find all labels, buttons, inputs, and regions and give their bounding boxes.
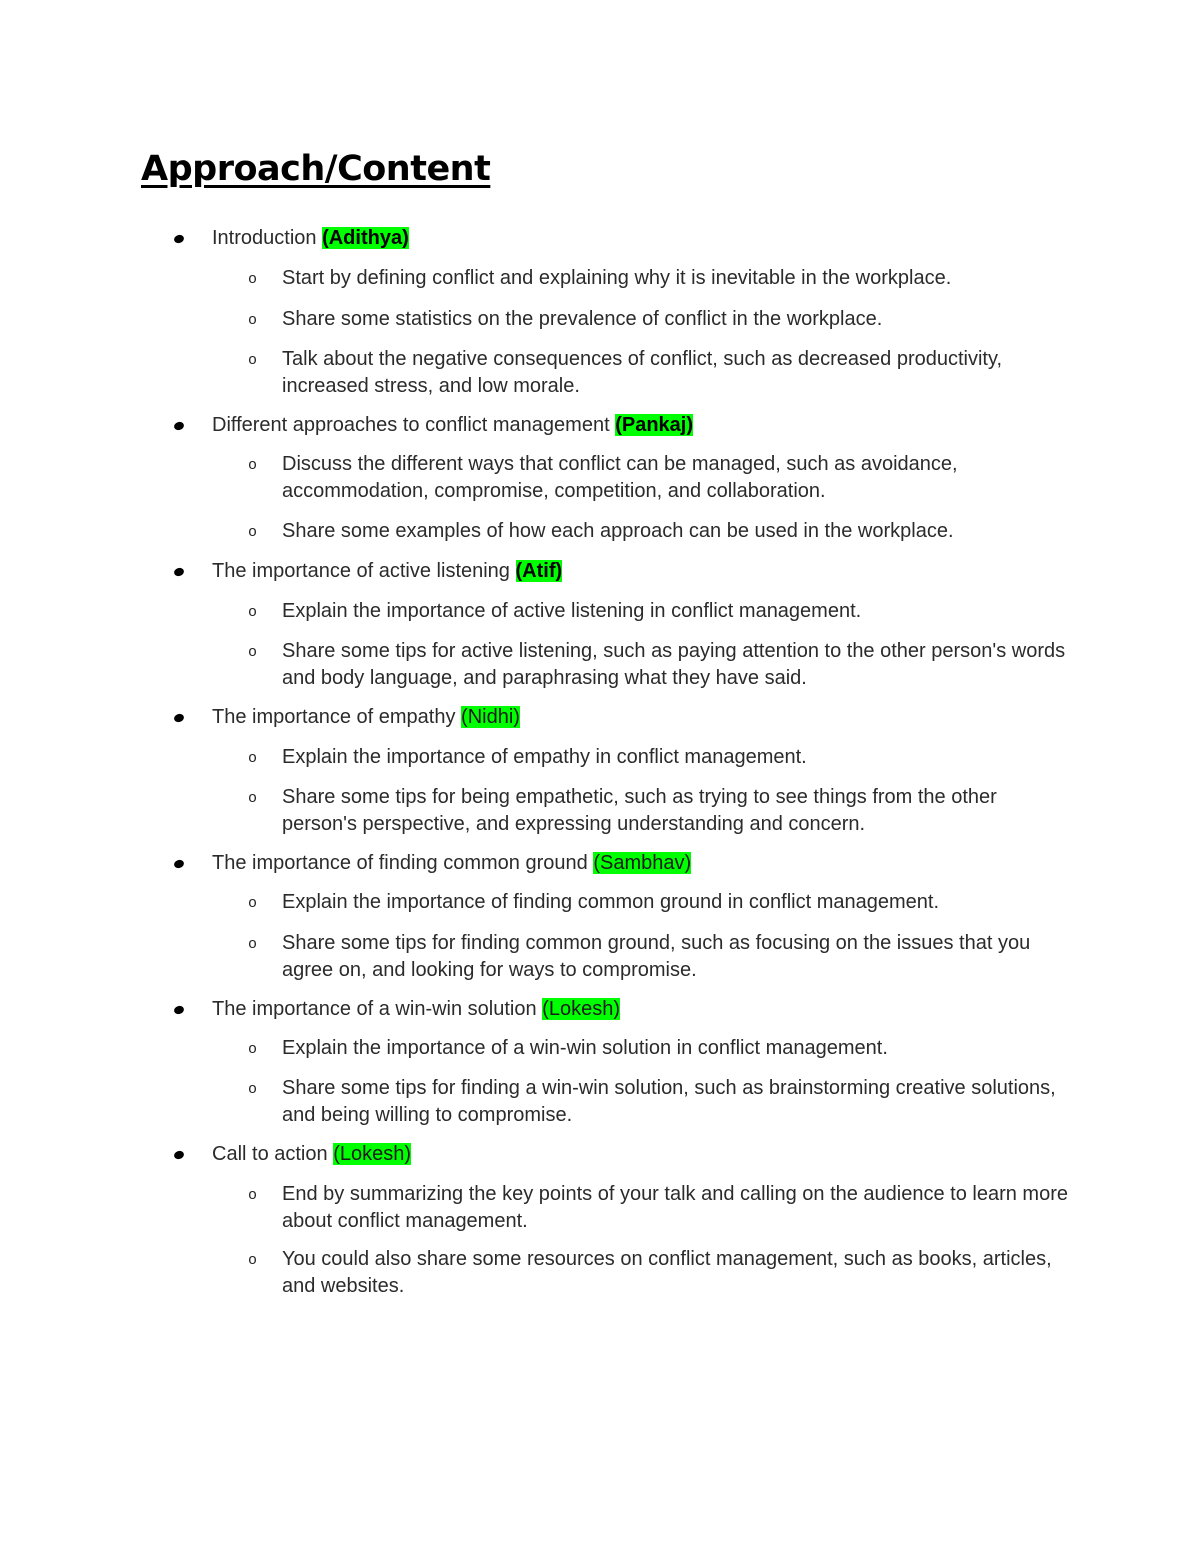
sub-point-text: Talk about the negative consequences of conflict, such as decreased productivity, increased stress, and low morale. [282,348,1003,397]
sub-point-text: Share some tips for finding common ground, such as focusing on the issues that you agree on, and looking for ways to compromise. [282,932,1031,981]
topic-heading [212,1141,411,1168]
topic-text: Introduction [212,227,317,249]
circle-bullet-icon: o [248,790,258,807]
circle-bullet-icon: o [248,644,258,661]
owner-tag: (Nidhi) [461,706,520,728]
sub-point-text: Start by defining conflict and explaining why it is inevitable in the workplace. [282,267,952,289]
circle-bullet-icon: o [248,750,258,767]
topic-heading [212,558,562,585]
circle-bullet-icon: o [248,895,258,912]
sub-point-text: Share some tips for being empathetic, such as trying to see things from the other person's perspective, and expressing understanding and concern. [282,786,997,835]
sub-point-text: Explain the importance of finding common ground in conflict management. [282,891,940,913]
topic-heading [212,850,691,877]
topic-text: Different approaches to conflict management [212,414,610,436]
sub-point-text: Explain the importance of a win-win solution in conflict management. [282,1037,888,1059]
sub-point-text: Explain the importance of empathy in conflict management. [282,746,807,768]
owner-tag: (Pankaj) [615,414,694,436]
circle-bullet-icon: o [248,1187,258,1204]
topic-heading [212,225,409,252]
owner-tag: (Sambhav) [593,852,692,874]
circle-bullet-icon: o [248,936,258,953]
sub-point-text: End by summarizing the key points of your talk and calling on the audience to learn more about conflict management. [282,1183,1068,1232]
bullet-icon [173,1150,185,1161]
circle-bullet-icon: o [248,271,258,288]
sub-point-text: You could also share some resources on conflict management, such as books, articles, and websites. [282,1248,1052,1297]
circle-bullet-icon: o [248,352,258,369]
circle-bullet-icon: o [248,1252,258,1269]
owner-tag: (Lokesh) [542,998,620,1020]
topic-heading [212,704,520,731]
owner-tag: (Atif) [515,560,563,582]
bullet-icon [173,421,185,432]
topic-text: The importance of active listening [212,560,510,582]
owner-tag: (Lokesh) [333,1143,411,1165]
circle-bullet-icon: o [248,1041,258,1058]
topic-text: The importance of empathy [212,706,456,728]
topic-text: Call to action [212,1143,328,1165]
circle-bullet-icon: o [248,524,258,541]
bullet-icon [173,1005,185,1016]
topic-heading [212,412,693,439]
sub-point-text: Share some examples of how each approach can be used in the workplace. [282,520,954,542]
topic-text: The importance of finding common ground [212,852,588,874]
bullet-icon [173,859,185,870]
bullet-icon [173,713,185,724]
circle-bullet-icon: o [248,457,258,474]
circle-bullet-icon: o [248,604,258,621]
circle-bullet-icon: o [248,312,258,329]
topic-text: The importance of a win-win solution [212,998,537,1020]
bullet-icon [173,567,185,578]
sub-point-text: Share some tips for finding a win-win solution, such as brainstorming creative solutions, and being willing to compromise. [282,1077,1056,1126]
sub-point-text: Share some tips for active listening, such as paying attention to the other person's words and body language, and paraphrasing what they have said. [282,640,1066,689]
topic-heading [212,996,620,1023]
circle-bullet-icon: o [248,1081,258,1098]
page-title: Approach/Content [141,149,491,189]
bullet-icon [173,234,185,245]
owner-tag: (Adithya) [322,227,409,249]
sub-point-text: Explain the importance of active listening in conflict management. [282,600,862,622]
sub-point-text: Share some statistics on the prevalence of conflict in the workplace. [282,308,883,330]
sub-point-text: Discuss the different ways that conflict can be managed, such as avoidance, accommodation, compromise, competition, and collaboration. [282,453,958,502]
